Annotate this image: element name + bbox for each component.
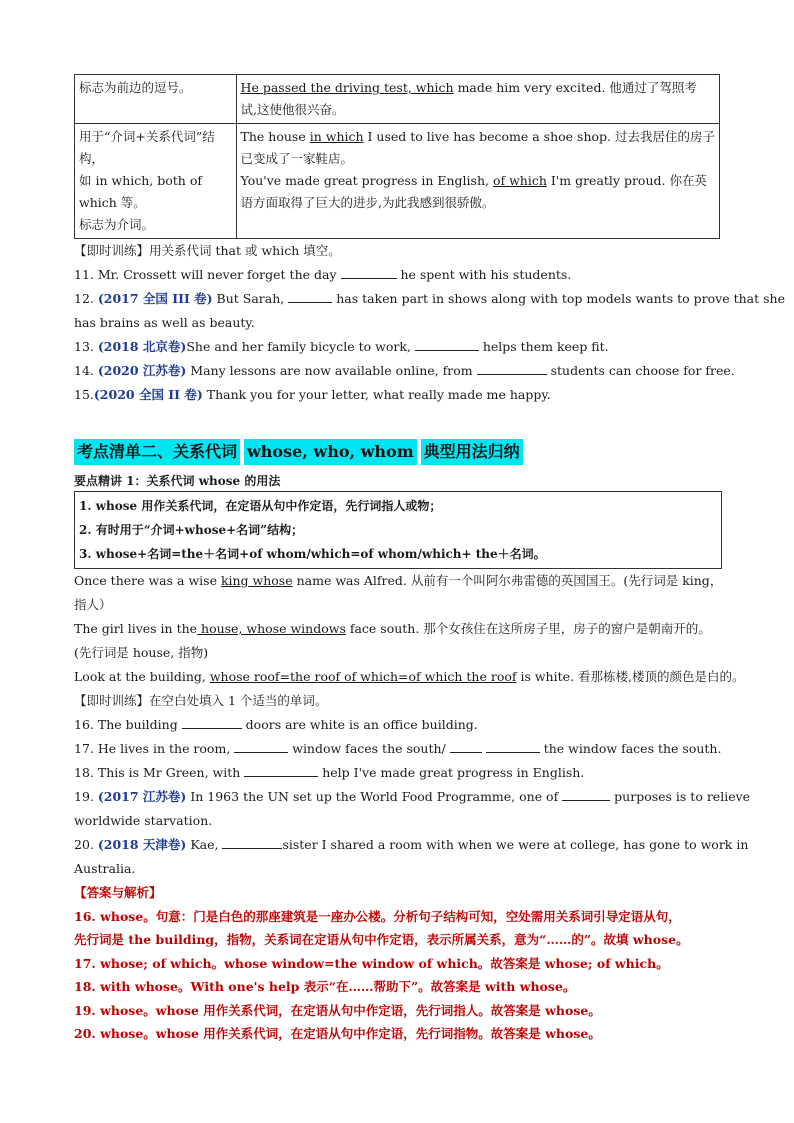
table-text: made him very excited. 他通过了驾照考 bbox=[453, 80, 697, 95]
relative-clause-usage-table bbox=[74, 74, 720, 239]
answer-blank[interactable] bbox=[234, 738, 288, 753]
key-point-title: 要点精讲 1：关系代词 whose 的用法 bbox=[74, 474, 281, 488]
source-tag: (2018 北京卷) bbox=[97, 339, 187, 354]
table-text: The house bbox=[240, 129, 310, 144]
heading-part: 考点清单二、关系代词 bbox=[74, 439, 240, 465]
source-tag: (2018 天津卷) bbox=[97, 837, 187, 852]
table-cell-example bbox=[236, 124, 719, 239]
underlined-phrase: He passed the driving test, which bbox=[240, 80, 454, 95]
answer-blank[interactable] bbox=[244, 762, 318, 777]
question-15: 15.(2020 全国 II 卷) Thank you for your letter, what really made me happy. bbox=[74, 387, 551, 402]
answer-line: 19. whose。whose 用作关系代词，在定语从句中作定语，先行词指人。故答案是 whose。 bbox=[74, 1002, 601, 1018]
question-12-cont: has brains as well as beauty. bbox=[74, 315, 255, 330]
table-text: 试,这使他很兴奋。 bbox=[240, 102, 345, 117]
question-17: 17. He lives in the room, window faces the south/ the window faces the south. bbox=[74, 737, 720, 761]
example-sentence: Once there was a wise king whose name was Alfred. 从前有一个叫阿尔弗雷德的英国国王。(先行词是 king， bbox=[74, 573, 723, 588]
table-row bbox=[75, 75, 720, 124]
answer-line: 先行词是 the building，指物，关系词在定语从句中作定语，表示所属关系，意为“……的”。故填 whose。 bbox=[74, 932, 689, 947]
example-sentence-cont: (先行词是 house, 指物) bbox=[74, 645, 209, 660]
question-20: 20. (2018 天津卷) Kae, sister I shared a room with when we were at college, has gone to work in bbox=[74, 833, 720, 857]
document-page bbox=[74, 74, 785, 1046]
section-heading bbox=[74, 439, 720, 465]
question-14: 14. (2020 江苏卷) Many lessons are now available online, from students can choose for free. bbox=[74, 359, 720, 383]
example-sentence: The girl lives in the house, whose windows face south. 那个女孩住在这所房子里，房子的窗户是朝南开的。 bbox=[74, 621, 711, 636]
table-text: 已变成了一家鞋店。 bbox=[240, 151, 354, 166]
answer-blank[interactable] bbox=[450, 738, 482, 753]
underlined-phrase: in which bbox=[309, 129, 364, 144]
table-text: I used to live has become a shoe shop. 过去我居住的房子 bbox=[363, 129, 715, 144]
answer-line: 20. whose。whose 用作关系代词，在定语从句中作定语，先行词指物。故答案是 whose。 bbox=[74, 1026, 601, 1041]
heading-part: whose, who, whom bbox=[244, 439, 417, 465]
table-text: 如 in which, both of which 等。 bbox=[79, 173, 202, 210]
table-text: I'm greatly proud. 你在英 bbox=[546, 173, 707, 188]
answers-title: 【答案与解析】 bbox=[74, 885, 162, 900]
question-19: 19. (2017 江苏卷) In 1963 the UN set up the World Food Programme, one of purposes is to relieve bbox=[74, 785, 720, 809]
answer-blank[interactable] bbox=[288, 288, 332, 303]
example-sentence-cont: 指人） bbox=[74, 597, 112, 612]
answer-line: 16. whose。句意：门是白色的那座建筑是一座办公楼。分析句子结构可知，空处需用关系词引导定语从句， bbox=[74, 908, 681, 924]
example-sentence: Look at the building, whose roof=the roof of which=of which the roof is white. 看那栋楼,楼顶的颜色是白的。 bbox=[74, 669, 745, 684]
underlined-phrase: of which bbox=[492, 173, 547, 188]
table-cell-example bbox=[236, 75, 719, 124]
answer-blank[interactable] bbox=[341, 264, 397, 279]
source-tag: (2020 江苏卷) bbox=[97, 363, 187, 378]
question-12: 12. (2017 全国 III 卷) But Sarah, has taken part in shows along with top models wants to prove that she bbox=[74, 287, 720, 311]
table-cell-usage bbox=[75, 124, 237, 239]
table-text: 标志为前边的逗号。 bbox=[79, 80, 192, 95]
table-text: 用于“介词+关系代词”结构， bbox=[79, 129, 215, 166]
table-text: 语方面取得了巨大的进步,为此我感到很骄傲。 bbox=[240, 195, 495, 210]
table-row bbox=[75, 124, 720, 239]
heading-part: 典型用法归纳 bbox=[421, 439, 523, 465]
question-16: 16. The building doors are white is an office building. bbox=[74, 713, 720, 737]
key-point-box bbox=[74, 491, 722, 569]
question-13: 13. (2018 北京卷)She and her family bicycle to work, helps them keep fit. bbox=[74, 335, 720, 359]
table-text: 标志为介词。 bbox=[79, 217, 155, 232]
answer-blank[interactable] bbox=[222, 834, 282, 849]
question-19-cont: worldwide starvation. bbox=[74, 813, 213, 828]
answer-blank[interactable] bbox=[415, 336, 479, 351]
source-tag: (2020 全国 II 卷) bbox=[93, 387, 203, 402]
answer-blank[interactable] bbox=[182, 714, 242, 729]
table-text: You've made great progress in English, bbox=[240, 173, 493, 188]
practice-title: 【即时训练】在空白处填入 1 个适当的单词。 bbox=[74, 693, 328, 708]
practice-title: 【即时训练】用关系代词 that 或 which 填空。 bbox=[74, 243, 341, 258]
key-point-line: 3. whose+名词=the＋名词+of whom/which=of whom/which+ the＋名词。 bbox=[79, 547, 546, 561]
source-tag: (2017 全国 III 卷) bbox=[97, 291, 213, 306]
answer-line: 18. with whose。With one's help 表示“在……帮助下”。故答案是 with whose。 bbox=[74, 979, 576, 994]
answer-blank[interactable] bbox=[562, 786, 610, 801]
table-cell-usage bbox=[75, 75, 237, 124]
question-18: 18. This is Mr Green, with help I've made great progress in English. bbox=[74, 761, 720, 785]
key-point-line: 2. 有时用于“介词+whose+名词”结构； bbox=[79, 523, 304, 537]
answer-blank[interactable] bbox=[477, 360, 547, 375]
source-tag: (2017 江苏卷) bbox=[97, 789, 187, 804]
answer-line: 17. whose; of which。whose window=the window of which。故答案是 whose; of which。 bbox=[74, 955, 669, 971]
answer-blank[interactable] bbox=[486, 738, 540, 753]
question-20-cont: Australia. bbox=[74, 861, 136, 876]
question-11: 11. Mr. Crossett will never forget the day he spent with his students. bbox=[74, 263, 720, 287]
key-point-line: 1. whose 用作关系代词，在定语从句中作定语，先行词指人或物； bbox=[79, 499, 442, 513]
